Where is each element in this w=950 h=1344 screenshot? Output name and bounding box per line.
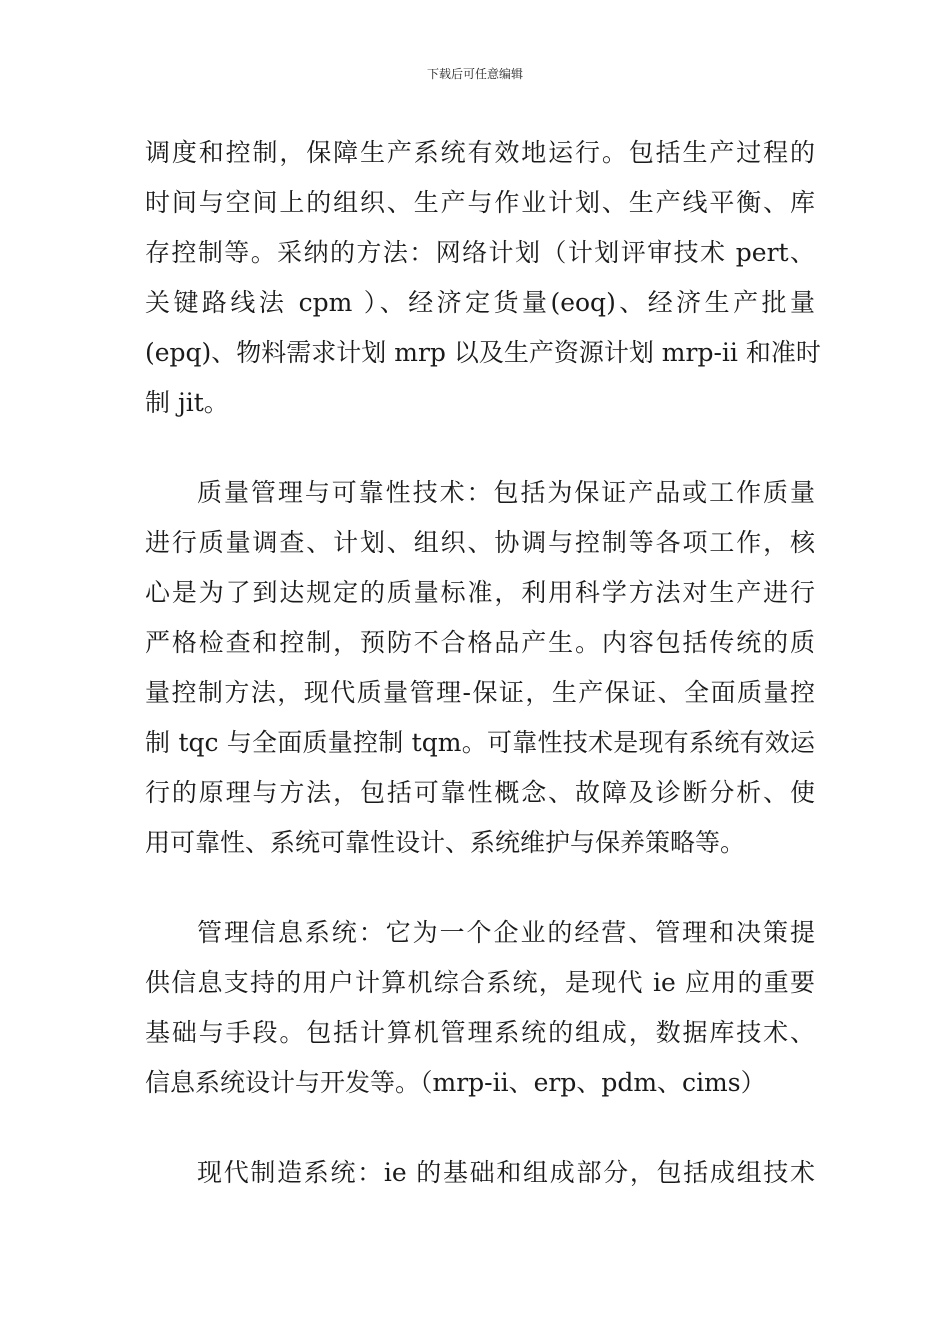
text-line: 现代制造系统：ie 的基础和组成部分，包括成组技术 xyxy=(197,1158,815,1187)
text-line: 心是为了到达规定的质量标准，利用科学方法对生产进行 xyxy=(145,578,815,607)
paragraph-quality-management xyxy=(145,468,815,868)
paragraph-spacer xyxy=(145,1108,815,1148)
paragraph-production-control xyxy=(145,128,821,428)
text-line: 管理信息系统：它为一个企业的经营、管理和决策提 xyxy=(197,918,815,947)
text-line: (epq)、物料需求计划 mrp 以及生产资源计划 mrp-ii 和准时 xyxy=(145,338,821,367)
text-line: 供信息支持的用户计算机综合系统，是现代 ie 应用的重要 xyxy=(145,968,815,997)
text-line: 质量管理与可靠性技术：包括为保证产品或工作质量 xyxy=(197,478,815,507)
text-line: 制 jit。 xyxy=(145,388,229,417)
text-line: 存控制等。采纳的方法：网络计划（计划评审技术 pert、 xyxy=(145,238,815,267)
paragraph-spacer xyxy=(145,428,815,468)
text-line: 量控制方法，现代质量管理-保证，生产保证、全面质量控 xyxy=(145,678,815,707)
text-line: 制 tqc 与全面质量控制 tqm。可靠性技术是现有系统有效运 xyxy=(145,728,815,757)
text-line: 时间与空间上的组织、生产与作业计划、生产线平衡、库 xyxy=(145,188,815,217)
page-header: 下载后可任意编辑 xyxy=(426,67,523,81)
text-line: 调度和控制，保障生产系统有效地运行。包括生产过程的 xyxy=(145,138,815,167)
text-line: 信息系统设计与开发等。（mrp-ii、erp、pdm、cims） xyxy=(145,1068,766,1097)
text-line: 行的原理与方法，包括可靠性概念、故障及诊断分析、使 xyxy=(145,778,815,807)
text-line: 关键路线法 cpm ）、经济定货量(eoq)、经济生产批量 xyxy=(145,288,815,317)
text-line: 用可靠性、系统可靠性设计、系统维护与保养策略等。 xyxy=(145,828,746,857)
document-body xyxy=(145,128,821,1198)
text-line: 基础与手段。包括计算机管理系统的组成，数据库技术、 xyxy=(145,1018,815,1047)
paragraph-information-systems xyxy=(145,908,815,1108)
paragraph-manufacturing-systems xyxy=(145,1148,815,1198)
paragraph-spacer xyxy=(145,868,815,908)
text-line: 严格检查和控制，预防不合格品产生。内容包括传统的质 xyxy=(145,628,815,657)
text-line: 进行质量调查、计划、组织、协调与控制等各项工作，核 xyxy=(145,528,815,557)
